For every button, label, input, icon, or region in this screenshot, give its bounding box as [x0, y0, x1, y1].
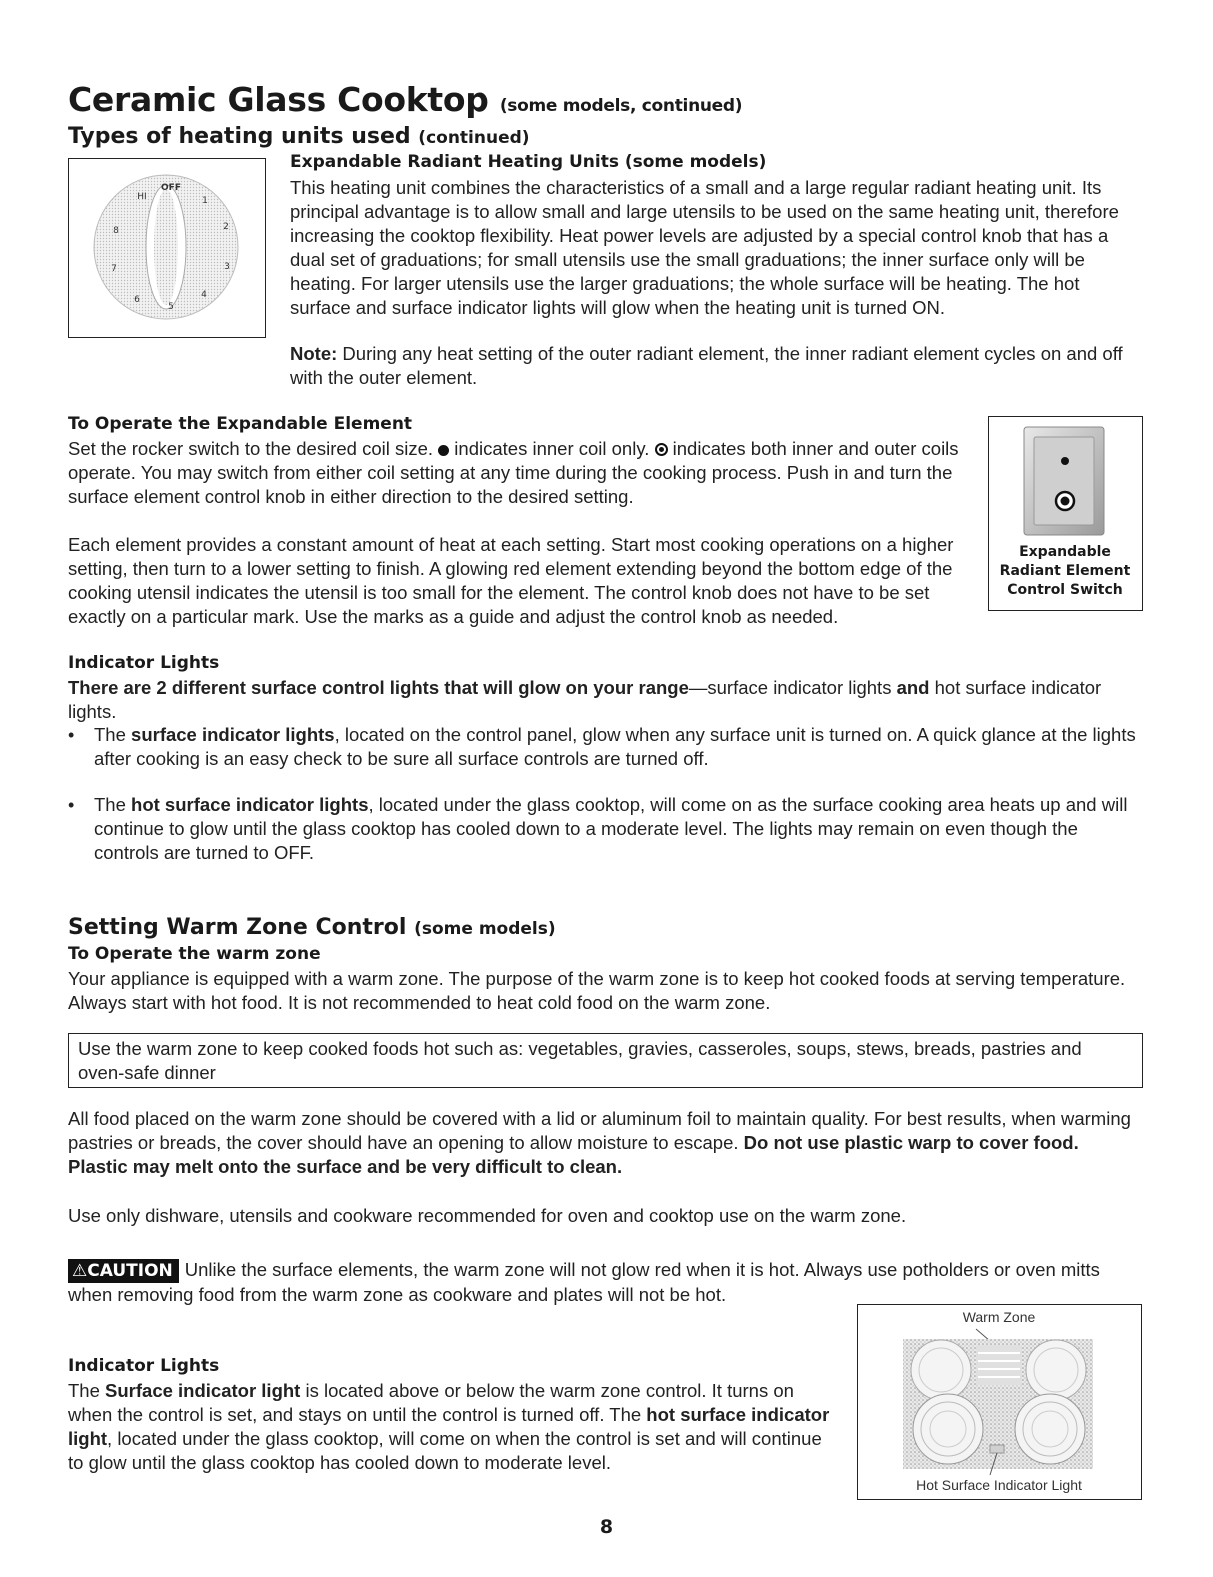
operate-expandable-p1 [68, 437, 973, 509]
note-label: Note: [290, 343, 338, 364]
knob-5-label: 5 [168, 302, 174, 312]
expandable-paragraph: This heating unit combines the characteristics of a small and a large regular radiant heating unit. Its principal advantage is to allow small and large utensils to be used on the same heating unit, therefore increasing the cooktop flexibility. Heat power levels are adjusted by a special control knob that has a dual set of graduations; for small utensils use the small graduations; the inner surface only will be heating. For larger utensils use the larger graduations; the whole surface will be heating. The hot surface and surface indicator lights will glow when the heating unit is turned ON. [290, 177, 1119, 318]
knob-1-label: 1 [202, 196, 208, 206]
knob-hi-label: HI [137, 192, 147, 202]
warm-zone-heading-text: Setting Warm Zone Control [68, 915, 407, 940]
il2-t1: The [68, 1380, 106, 1401]
b2-bold: hot surface indicator lights [131, 794, 369, 815]
p2-bold: Do not use plastic warp to cover food. Plastic may melt onto the surface and be very difficult to clean. [68, 1132, 1079, 1177]
knob-figure [68, 158, 266, 338]
inner-coil-switch-icon [1061, 457, 1069, 465]
expandable-note [290, 342, 1140, 390]
caution-paragraph [68, 1258, 1143, 1307]
expandable-heading: Expandable Radiant Heating Units (some models) [290, 152, 767, 172]
both-coils-icon [655, 443, 668, 456]
il2-t2: is located above or below the warm zone control. It turns on when the control is set, and stays on until the control is turned off. The [68, 1380, 794, 1425]
knob-3-label: 3 [224, 262, 230, 272]
warm-zone-boxed-note [68, 1033, 1143, 1088]
il2-b2: hot surface indicator light [68, 1404, 830, 1449]
il2-t3: , located under the glass cooktop, will come on when the control is set and will continue to glow until the glass cooktop has cooled down to moderate level. [68, 1428, 822, 1473]
section-subtitle-text: Types of heating units used [68, 124, 411, 149]
warm-zone-figure-label: Warm Zone [962, 1309, 1036, 1325]
b2-text: , located under the glass cooktop, will come on as the surface cooking area heats up and will continue to glow until the glass cooktop has cooled down to a moderate level. The lights may remain on even though the controls are turned to OFF. [94, 794, 1128, 863]
il2-b1: Surface indicator light [105, 1380, 301, 1401]
list-item [68, 723, 1143, 771]
page-number: 8 [599, 1516, 614, 1538]
warm-zone-heading-suffix: (some models) [414, 919, 556, 939]
b1-text: , located on the control panel, glow when any surface unit is turned on. A quick glance at the lights after cooking is an easy check to be sure all surface controls are turned off. [94, 724, 1136, 769]
caption-line-1: Expandable [1019, 544, 1111, 560]
warm-zone-p2 [68, 1107, 1143, 1179]
knob-4-label: 4 [201, 290, 207, 300]
warm-zone-subheading: To Operate the warm zone [68, 944, 321, 964]
section-subtitle [68, 124, 530, 149]
operate-expandable-heading: To Operate the Expandable Element [68, 414, 413, 434]
caption-line-3: Control Switch [1007, 582, 1123, 598]
warm-zone-p3: Use only dishware, utensils and cookware recommended for oven and cooktop use on the warm zone. [68, 1205, 907, 1226]
caution-badge [68, 1259, 179, 1283]
operate-p1-a: Set the rocker switch to the desired coil size. [68, 438, 439, 459]
inner-coil-icon [438, 445, 449, 456]
warm-zone-element [976, 1345, 1022, 1385]
intro-end: hot surface indicator lights. [68, 677, 1102, 722]
boxed-note-text: Use the warm zone to keep cooked foods hot such as: vegetables, gravies, casseroles, soups, stews, breads, pastries and oven-safe dinner [78, 1038, 1082, 1083]
rocker-switch-figure [988, 416, 1143, 611]
warm-zone-figure [857, 1304, 1142, 1500]
cooktop-illustration [858, 1327, 1140, 1477]
knob-8-label: 8 [113, 226, 119, 236]
hot-surface-indicator-light [990, 1445, 1004, 1453]
page-title [68, 80, 742, 119]
note-text: During any heat setting of the outer radiant element, the inner radiant element cycles on and off with the outer element. [290, 343, 1123, 388]
caution-label: CAUTION [87, 1261, 173, 1281]
knob-off-label: OFF [161, 183, 181, 193]
knob-7-label: 7 [111, 264, 117, 274]
intro-and: and [896, 677, 930, 698]
indicator-lights-2-paragraph [68, 1379, 838, 1475]
intro-bold: There are 2 different surface control lights that will glow on your range [68, 677, 689, 698]
hot-surface-figure-label: Hot Surface Indicator Light [916, 1477, 1082, 1493]
indicator-lights-2-heading: Indicator Lights [68, 1356, 220, 1376]
b2-pre: The [94, 794, 132, 815]
indicator-lights-heading: Indicator Lights [68, 653, 220, 673]
section-subtitle-suffix: (continued) [418, 128, 530, 148]
knob-6-label: 6 [134, 295, 140, 305]
b1-pre: The [94, 724, 132, 745]
page-title-text: Ceramic Glass Cooktop [68, 80, 489, 119]
caution-text: Unlike the surface elements, the warm zone will not glow red when it is hot. Always use potholders or oven mitts when removing food from the warm zone as cookware and plates will not be hot. [68, 1259, 1100, 1305]
list-item [68, 793, 1143, 865]
operate-expandable-p2: Each element provides a constant amount of heat at each setting. Start most cooking operations on a higher setting, then turn to a lower setting to finish. A glowing red element extending beyond the bottom edge of the cooking utensil indicates the utensil is too small for the element. The control knob does not have to be set exactly on a particular mark. Use the marks as a guide and adjust the control knob as needed. [68, 534, 954, 627]
intro-dash: —surface indicator lights [688, 677, 897, 698]
b1-bold: surface indicator lights [131, 724, 335, 745]
rocker-switch-illustration [989, 417, 1141, 542]
warm-zone-heading [68, 915, 556, 940]
rocker-switch-caption [989, 543, 1141, 600]
page-title-suffix: (some models, continued) [499, 96, 743, 116]
control-knob-illustration [69, 159, 264, 336]
p2-text: All food placed on the warm zone should be covered with a lid or aluminum foil to maintain quality. For best results, when warming pastries or breads, the cover should have an opening to allow moisture to escape. [68, 1108, 1131, 1153]
indicator-lights-list [68, 723, 1143, 865]
knob-2-label: 2 [223, 222, 229, 232]
operate-p1-c: indicates both inner and outer coils operate. You may switch from either coil setting at any time during the cooking process. Push in and turn the surface element control knob in either direction to the desired setting. [68, 438, 959, 507]
caption-line-2: Radiant Element [999, 563, 1131, 579]
warning-triangle-icon: ⚠ [72, 1261, 88, 1281]
operate-p1-b: indicates inner coil only. [449, 438, 655, 459]
warm-zone-p1: Your appliance is equipped with a warm zone. The purpose of the warm zone is to keep hot cooked foods at serving temperature. Always start with hot food. It is not recommended to heat cold food on the warm zone. [68, 968, 1126, 1013]
indicator-lights-intro [68, 676, 1143, 724]
